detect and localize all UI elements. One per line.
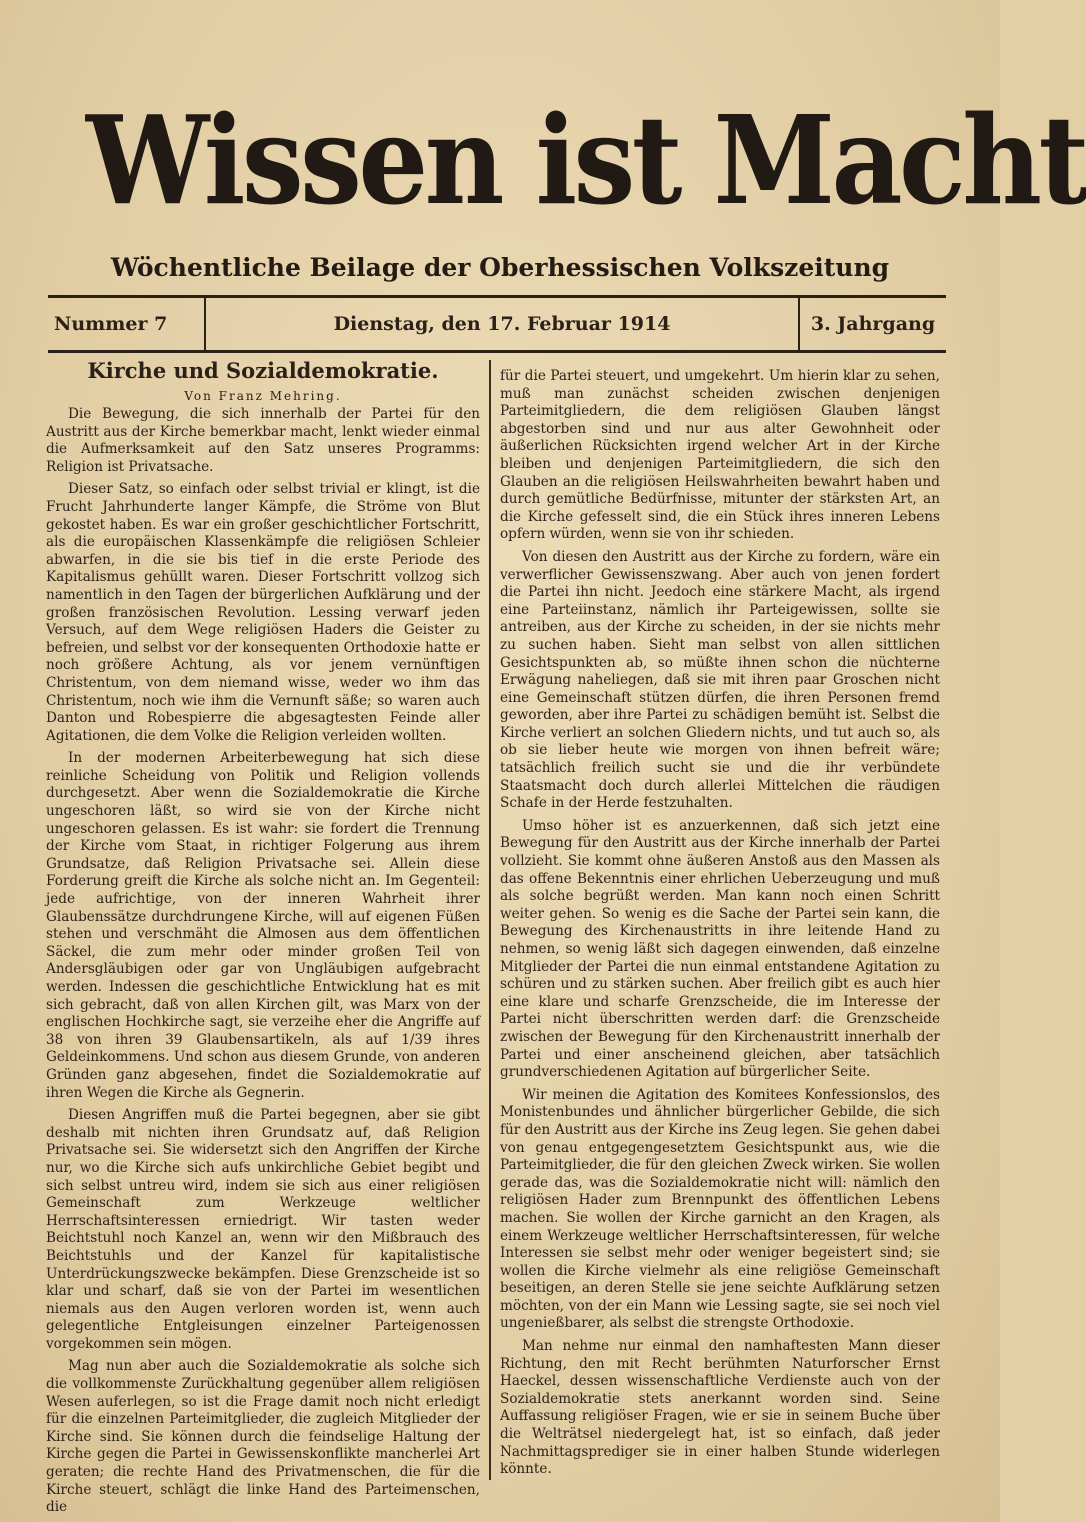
masthead-subtitle: Wöchentliche Beilage der Oberhessischen Volkszeitung bbox=[110, 253, 890, 282]
article-title: Kirche und Sozialdemokratie. bbox=[87, 358, 439, 383]
paragraph: Diesen Angriffen muß die Partei begegnen, aber sie gibt deshalb mit nichten ihren Grundsatz auf, daß Religion Privatsache sei. Sie widersetzt sich den Angriffen der Kirche nur, wo die Kirche sich aufs unkirchliche Gebiet begibt und sich selbst untreu wird, indem sie sich aus einer religiösen Gemeinschaft zum Werkzeuge weltlicher Herrschaftsinteressen erniedrigt. Wir tasten weder Beichtstuhl noch Kanzel an, wenn wir den Mißbrauch des Beichtstuhls und der Kanzel für kapitalistische Unterdrückungszwecke bekämpfen. Diese Grenzscheide ist so klar und scharf, daß sie von der Partei im wesentlichen niemals aus den Augen verloren worden ist, wenn auch gelegentliche Entgleisungen einzelner Parteigenossen vorgekommen sein mögen. bbox=[46, 1107, 480, 1352]
paragraph: Mag nun aber auch die Sozialdemokratie als solche sich die vollkommenste Zurückhaltung gegenüber allem religiösen Wesen auferlegen, so ist die Frage damit noch nicht erledigt für die einzelnen Parteimitglieder, die zugleich Mitglieder der Kirche sind. Sie können durch die feindselige Haltung der Kirche gegen die Partei in Gewissenskonflikte mancherlei Art geraten; die rechte Hand des Privatmenschen, die für die Kirche steuert, schlägt die linke Hand des Parteimenschen, die bbox=[46, 1358, 480, 1516]
issue-date: Dienstag, den 17. Februar 1914 bbox=[333, 313, 671, 335]
article-column-left bbox=[46, 356, 480, 1516]
paragraph: Dieser Satz, so einfach oder selbst trivial er klingt, ist die Frucht Jahrhunderte langer Kämpfe, die Ströme von Blut gekostet haben. Es war ein großer geschichtlicher Fortschritt, als die europäischen Klassenkämpfe die religiösen Schleier abwarfen, in die sie bis tief in die erste Periode des Kapitalismus gehüllt waren. Dieser Fortschritt vollzog sich namentlich in den Tagen der bürgerlichen Aufklärung und der großen französischen Revolution. Lessing verwarf jeden Versuch, auf dem Wege religiösen Haders die Geister zu befreien, und selbst vor der konsequenten Orthodoxie hatte er noch größere Achtung, als vor jenem vernünftigen Christentum, von dem niemand wisse, weder wo ihm das Christentum, noch wie ihm die Vernunft säße; so waren auch Danton und Robespierre die abgesagtesten Feinde aller Agitationen, die dem Volke die Religion verleiden wollten. bbox=[46, 481, 480, 744]
masthead-title: Wissen ist Macht bbox=[86, 88, 1086, 232]
paragraph: Wir meinen die Agitation des Komitees Konfessionslos, des Monistenbundes und ähnlicher bürgerlicher Gebilde, die sich für den Austritt aus der Kirche ins Zeug legen. Sie gehen dabei von genau entgegengesetztem Gesichtspunkt aus, wie die Parteimitglieder, die für den gleichen Zweck wirken. Sie wollen gerade das, was die Sozialdemokratie nicht will: nämlich den religiösen Hader zum Brennpunkt des öffentlichen Lebens machen. Sie wollen der Kirche garnicht an den Kragen, als einem Werkzeuge weltlicher Herrschaftsinteressen, für welche Interessen sie selbst mehr oder weniger begeistert sind; sie wollen die Kirche vielmehr als eine religiöse Gemeinschaft beseitigen, an deren Stelle sie jene seichte Aufklärung setzen möchten, von der ein Mann wie Lessing sagte, sie sei noch viel ungenießbarer, als selbst die strengste Orthodoxie. bbox=[500, 1086, 940, 1332]
paragraph: In der modernen Arbeiterbewegung hat sich diese reinliche Scheidung von Politik und Religion vollends durchgesetzt. Aber wenn die Sozialdemokratie die Kirche ungeschoren läßt, so wird sie von der Kirche nicht ungeschoren gelassen. Es ist wahr: sie fordert die Trennung der Kirche vom Staat, in richtiger Folgerung aus ihrem Grundsatze, daß Religion Privatsache sei. Allein diese Forderung greift die Kirche als solche nicht an. Im Gegenteil: jede aufrichtige, von der inneren Wahrheit ihrer Glaubenssätze durchdrungene Kirche, will auf eigenen Füßen stehen und verschmäht die Almosen aus dem öffentlichen Säckel, die zum mehr oder minder großen Teil von Andersgläubigen oder gar von Ungläubigen aufgebracht werden. Indessen die geschichtliche Entwicklung hat es mit sich gebracht, daß von allen Kirchen gilt, was Marx von der englischen Hochkirche sagt, sie verzeihe eher die Angriffe auf 38 von ihren 39 Glaubensartikeln, als auf 1/39 ihres Geldeinkommens. Und schon aus diesem Grunde, von anderen Gründen ganz abgesehen, findet die Sozialdemokratie auf ihren Wegen die Kirche als Gegnerin. bbox=[46, 750, 480, 1101]
paragraph: Die Bewegung, die sich innerhalb der Partei für den Austritt aus der Kirche bemerkbar macht, lenkt wieder einmal die Aufmerksamkeit auf den Satz unseres Programms: Religion ist Privatsache. bbox=[46, 406, 480, 475]
paragraph: Man nehme nur einmal den namhaftesten Mann dieser Richtung, den mit Recht berühmten Naturforscher Ernst Haeckel, dessen wissenschaftliche Verdienste auch von der Sozialdemokratie stets anerkannt worden sind. Seine Auffassung religiöser Fragen, wie er sie in seinem Buche über die Welträtsel niedergelegt hat, ist so einfach, daß jeder Nachmittagsprediger sie in einer halben Stunde widerlegen könnte. bbox=[500, 1338, 940, 1478]
paragraph: für die Partei steuert, und umgekehrt. Um hierin klar zu sehen, muß man zunächst scheiden zwischen denjenigen Parteimitgliedern, die dem religiösen Glauben längst abgestorben sind und nur aus alter Gewohnheit oder äußerlichen Rücksichten irgend welcher Art in der Kirche bleiben und denjenigen Parteimitgliedern, die sich den Glauben an die religiösen Heilswahrheiten bewahrt haben und durch gemütliche Bedürfnisse, mitunter der stärksten Art, an die Kirche gefesselt sind, die ein Stück ihres inneren Lebens opfern würden, wenn sie von ihr schieden. bbox=[500, 368, 940, 543]
issue-number: Nummer 7 bbox=[48, 298, 206, 350]
article-byline: Von Franz Mehring. bbox=[184, 389, 342, 403]
paragraph: Von diesen den Austritt aus der Kirche zu fordern, wäre ein verwerflicher Gewissenszwang. Aber auch von jenen fordert die Partei ihn nicht. Jeedoch eine stärkere Macht, als irgend eine Parteiinstanz, nämlich ihr Parteigewissen, sollte sie antreiben, aus der Kirche zu scheiden, in der sie nichts mehr zu suchen haben. Sieht man selbst von allen sittlichen Gesichtspunkten ab, so müßte ihnen schon die nüchterne Erwägung naheliegen, daß sie mit ihren paar Groschen nicht eine Gemeinschaft stützen dürfen, die ihren Personen fremd geworden, aber ihre Partei zu schädigen bemüht ist. Selbst die Kirche verliert an solchen Gliedern nichts, und tut auch so, als ob sie lieber heute wie morgen von ihnen befreit wäre; tatsächlich freilich sucht sie und die ihr verbündete Staatsmacht doch durch allerlei Mittelchen die räudigen Schafe in der Herde festzuhalten. bbox=[500, 548, 940, 812]
column-divider bbox=[489, 360, 491, 1480]
paragraph: Umso höher ist es anzuerkennen, daß sich jetzt eine Bewegung für den Austritt aus der Kirche innerhalb der Partei vollzieht. Sie kommt ohne äußeren Anstoß aus den Massen als das offene Bekenntnis einer ehrlichen Ueberzeugung und muß als solche begrüßt werden. Man kann noch einen Schritt weiter gehen. So wenig es die Sache der Partei sein kann, die Bewegung des Kirchenaustritts in ihre leitende Hand zu nehmen, so wenig läßt sich dagegen einwenden, daß einzelne Mitglieder der Partei die nun einmal entstandene Agitation zu schüren und zu stärken suchen. Aber freilich gibt es auch hier eine klare und scharfe Grenzscheide, die im Interesse der Partei nicht überschritten werden darf: die Grenzscheide zwischen der Bewegung für den Kirchenaustritt innerhalb der Partei und einer anscheinend gleichen, aber tatsächlich grundverschiedenen Agitation auf bürgerlicher Seite. bbox=[500, 817, 940, 1081]
article-column-right bbox=[500, 368, 940, 1498]
issue-volume: 3. Jahrgang bbox=[798, 298, 946, 350]
issue-info-bar bbox=[48, 295, 946, 353]
